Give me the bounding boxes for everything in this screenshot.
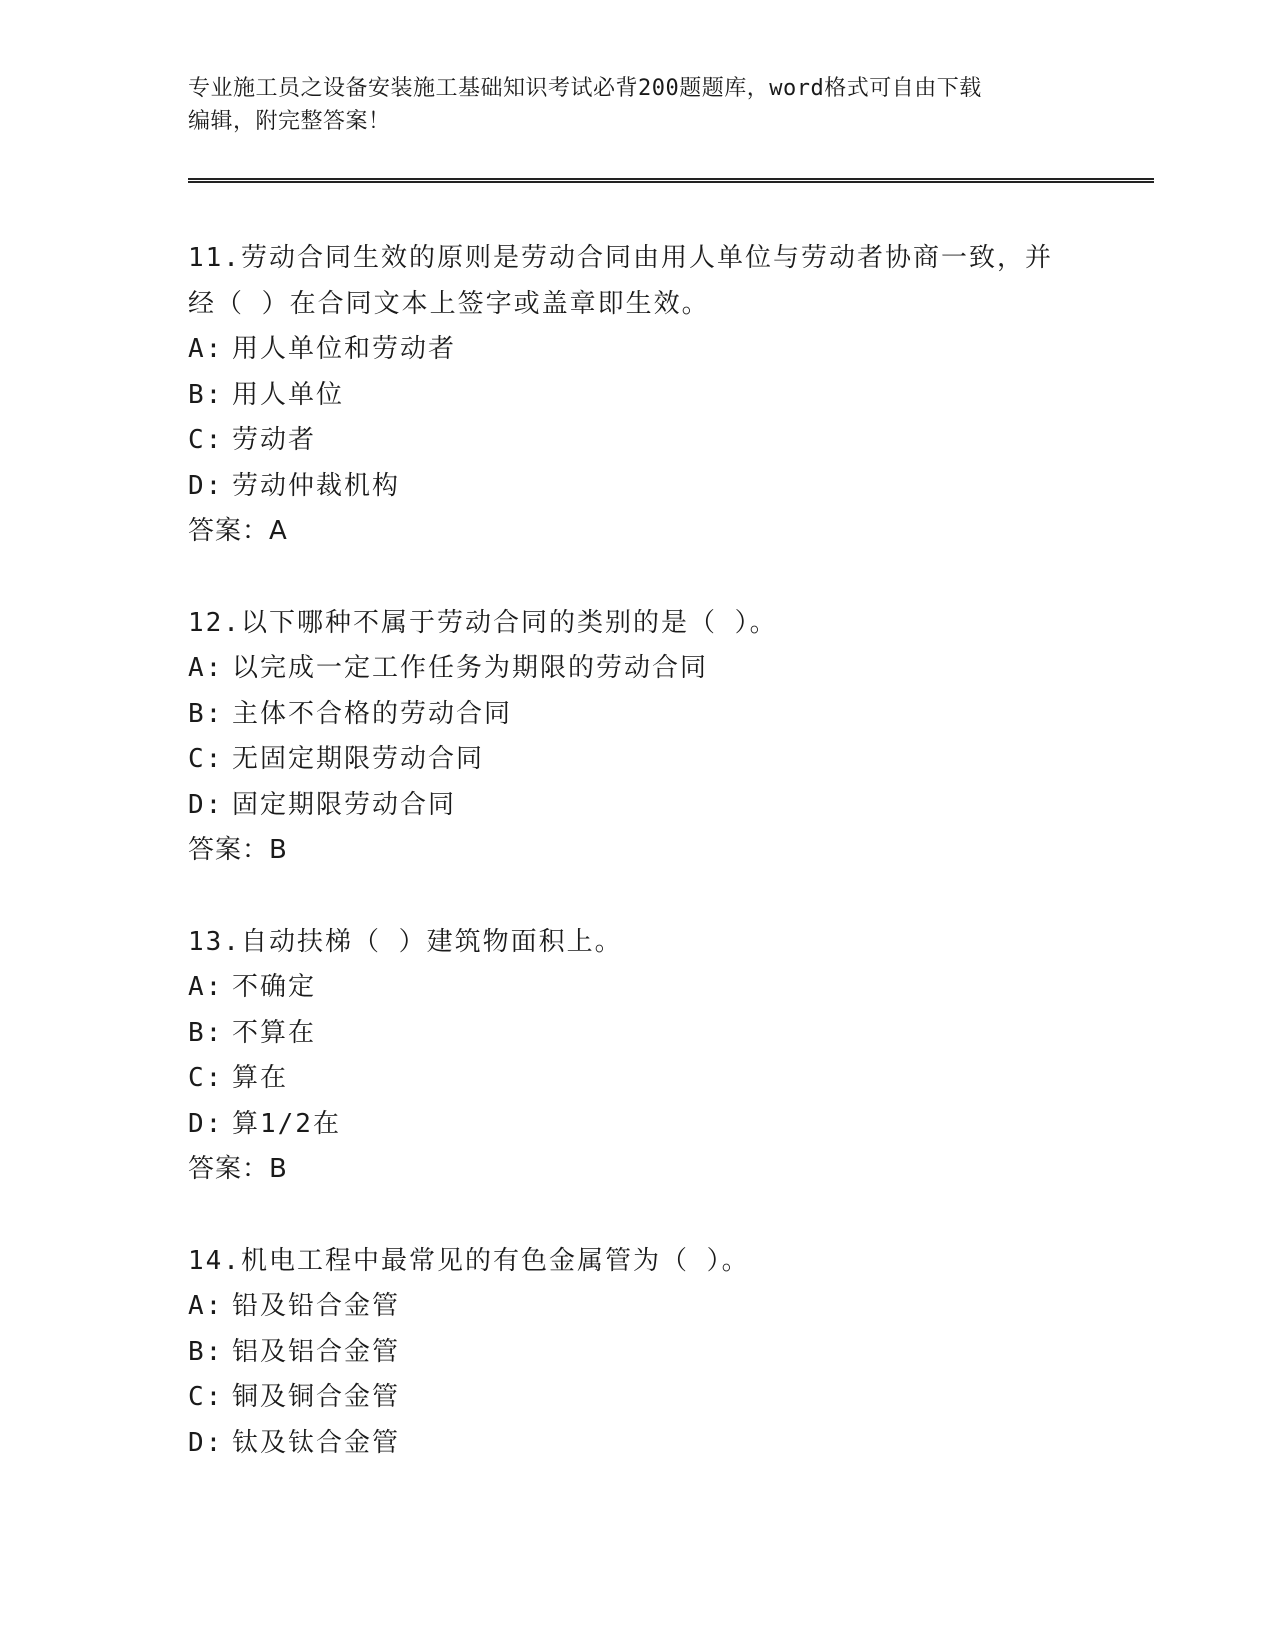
option-text: 劳动者 [232, 425, 317, 455]
option-text: 铅及铅合金管 [232, 1291, 401, 1321]
option-b [188, 1330, 1148, 1376]
option-text: 以完成一定工作任务为期限的劳动合同 [232, 653, 709, 683]
option-c [188, 418, 1148, 464]
header-divider [188, 178, 1154, 183]
option-text: 钛及钛合金管 [232, 1427, 401, 1458]
header-line-1: 专业施工员之设备安装施工基础知识考试必背200题题库，word格式可自由下载 [188, 76, 982, 101]
option-text: 用人单位 [232, 379, 345, 410]
option-b [188, 1011, 1148, 1057]
question-stem-continued: 经（ ）在合同文本上签字或盖章即生效。 [188, 288, 710, 319]
option-c [188, 737, 1148, 783]
question-stem: 11.劳动合同生效的原则是劳动合同由用人单位与劳动者协商一致，并 [188, 243, 1053, 273]
option-c [188, 1375, 1148, 1421]
option-text: 用人单位和劳动者 [232, 334, 457, 364]
question-12 [188, 601, 1148, 874]
question-14 [188, 1239, 1148, 1467]
answer-line: 答案：B [188, 835, 288, 865]
option-b [188, 692, 1148, 738]
option-c [188, 1056, 1148, 1102]
question-stem: 13.自动扶梯（ ）建筑物面积上。 [188, 926, 623, 957]
answer-line: 答案：B [188, 1154, 288, 1184]
question-stem: 12.以下哪种不属于劳动合同的类别的是（ ）。 [188, 607, 778, 638]
option-letter: A: [188, 653, 224, 683]
option-text: 铝及铝合金管 [232, 1336, 401, 1367]
option-d [188, 464, 1148, 510]
option-letter: D: [188, 1427, 224, 1458]
option-letter: D: [188, 1108, 224, 1139]
answer-line: 答案：A [188, 516, 288, 546]
option-letter: B: [188, 698, 224, 729]
option-text: 算在 [232, 1063, 289, 1093]
option-letter: C: [188, 425, 224, 455]
option-letter: C: [188, 1063, 224, 1093]
option-a [188, 327, 1148, 373]
option-text: 固定期限劳动合同 [232, 789, 457, 820]
option-a [188, 965, 1148, 1011]
option-text: 无固定期限劳动合同 [232, 744, 485, 774]
option-text: 不算在 [232, 1017, 317, 1048]
option-b [188, 373, 1148, 419]
question-13 [188, 920, 1148, 1193]
option-letter: C: [188, 744, 224, 774]
question-list [188, 236, 1148, 1512]
option-letter: A: [188, 334, 224, 364]
question-stem: 14.机电工程中最常见的有色金属管为（ ）。 [188, 1245, 750, 1276]
option-text: 劳动仲裁机构 [232, 470, 401, 501]
option-text: 不确定 [232, 972, 317, 1002]
option-letter: C: [188, 1382, 224, 1412]
option-letter: A: [188, 972, 224, 1002]
option-a [188, 646, 1148, 692]
option-text: 主体不合格的劳动合同 [232, 698, 513, 729]
document-header [188, 72, 1088, 138]
question-11 [188, 236, 1148, 555]
option-a [188, 1284, 1148, 1330]
option-d [188, 1102, 1148, 1148]
option-text: 算1/2在 [232, 1108, 341, 1139]
option-text: 铜及铜合金管 [232, 1382, 401, 1412]
option-letter: A: [188, 1291, 224, 1321]
option-letter: D: [188, 789, 224, 820]
option-letter: D: [188, 470, 224, 501]
option-letter: B: [188, 379, 224, 410]
option-d [188, 783, 1148, 829]
header-line-2: 编辑，附完整答案！ [188, 109, 391, 134]
option-d [188, 1421, 1148, 1467]
option-letter: B: [188, 1336, 224, 1367]
option-letter: B: [188, 1017, 224, 1048]
